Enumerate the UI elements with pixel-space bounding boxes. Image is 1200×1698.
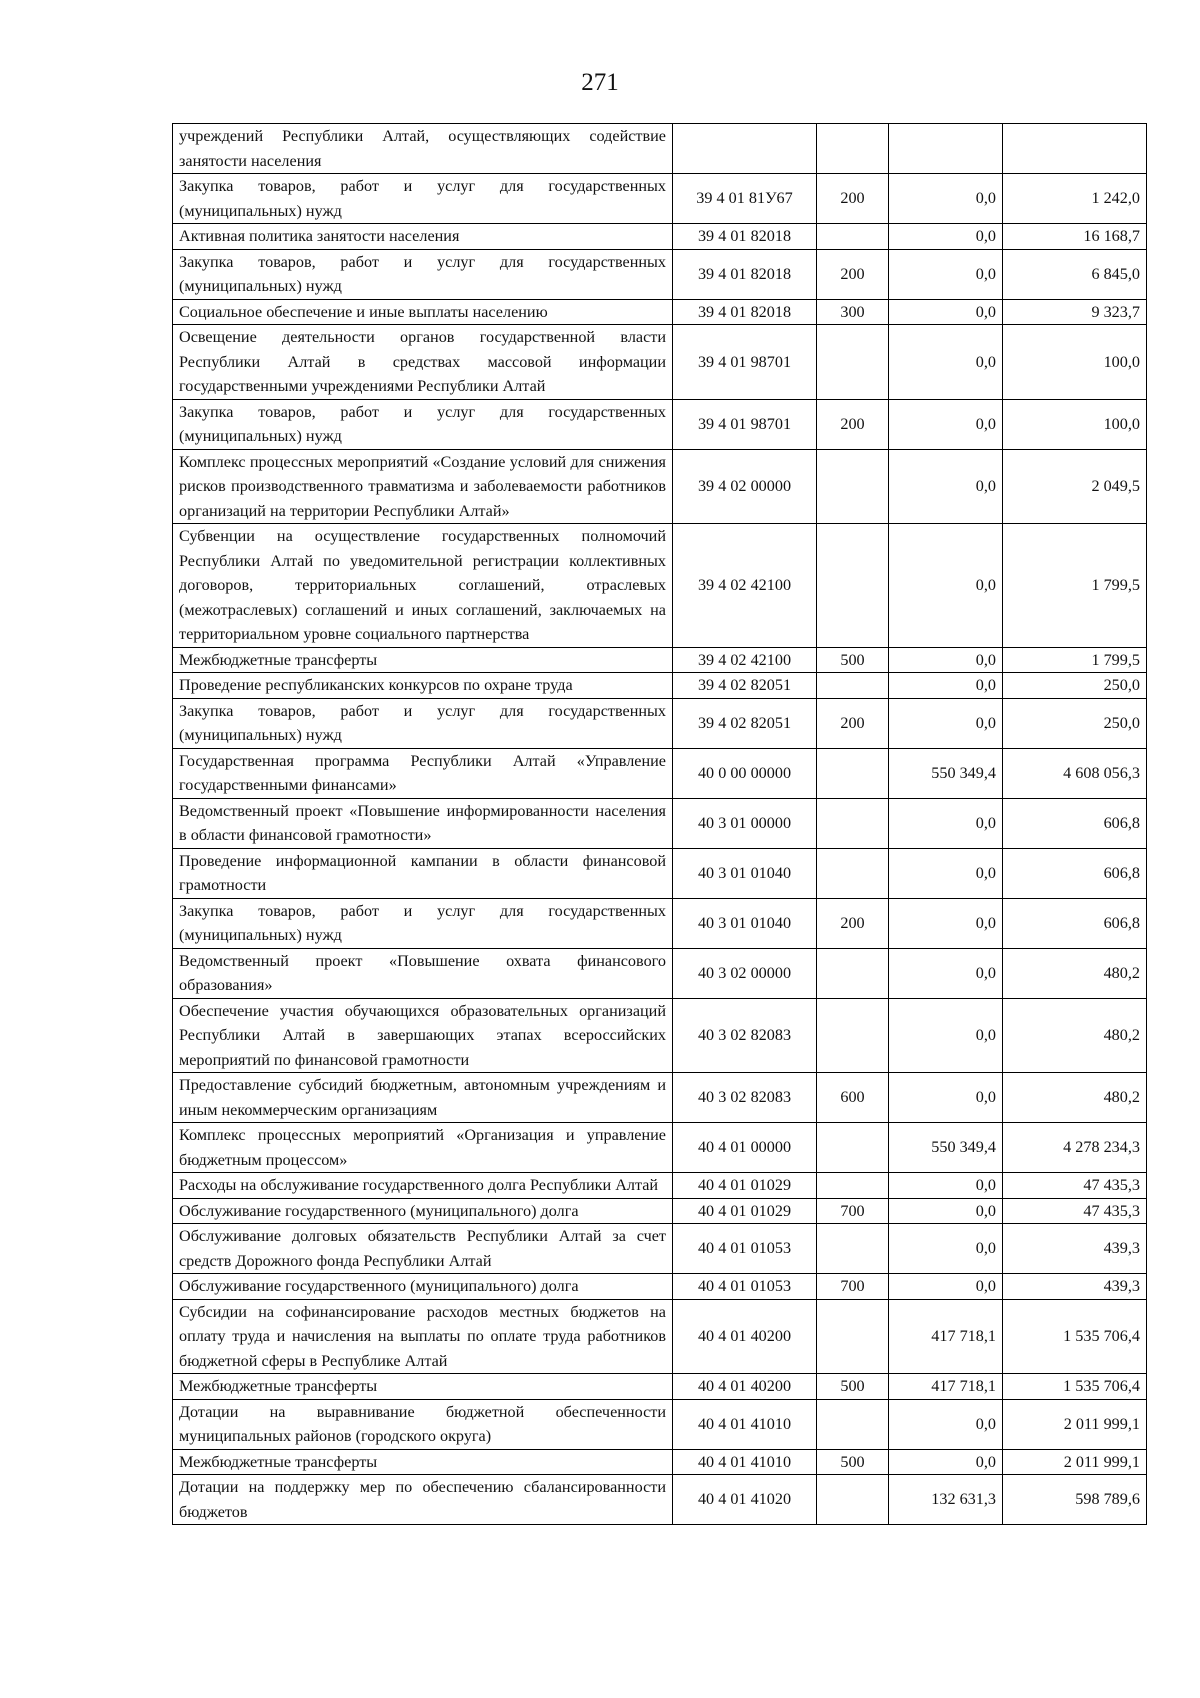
target-code-cell: 40 3 01 01040 (673, 848, 817, 898)
expense-name-cell: Закупка товаров, работ и услуг для государственных (муниципальных) нужд (173, 698, 673, 748)
table-row (173, 399, 1147, 449)
amount-first-cell: 0,0 (889, 898, 1003, 948)
expense-name-cell: Предоставление субсидий бюджетным, автономным учреждениям и иным некоммерческим организациям (173, 1073, 673, 1123)
table-row (173, 647, 1147, 673)
amount-first-cell: 0,0 (889, 798, 1003, 848)
table-row (173, 1173, 1147, 1199)
table-row (173, 998, 1147, 1073)
amount-first-cell (889, 124, 1003, 174)
amount-second-cell: 250,0 (1003, 698, 1147, 748)
amount-first-cell: 0,0 (889, 998, 1003, 1073)
amount-second-cell: 606,8 (1003, 798, 1147, 848)
amount-first-cell: 0,0 (889, 1173, 1003, 1199)
table-row (173, 673, 1147, 699)
table-row (173, 848, 1147, 898)
amount-first-cell: 0,0 (889, 399, 1003, 449)
amount-second-cell: 1 799,5 (1003, 524, 1147, 648)
target-code-cell: 40 4 01 01029 (673, 1173, 817, 1199)
amount-first-cell: 0,0 (889, 249, 1003, 299)
target-code-cell: 39 4 02 00000 (673, 449, 817, 524)
target-code-cell: 40 4 01 01053 (673, 1224, 817, 1274)
amount-second-cell: 2 011 999,1 (1003, 1399, 1147, 1449)
amount-second-cell: 47 435,3 (1003, 1198, 1147, 1224)
expense-type-cell (817, 1123, 889, 1173)
target-code-cell: 39 4 01 82018 (673, 224, 817, 250)
amount-first-cell: 132 631,3 (889, 1475, 1003, 1525)
expense-type-cell (817, 998, 889, 1073)
table-row (173, 524, 1147, 648)
amount-second-cell: 6 845,0 (1003, 249, 1147, 299)
expense-name-cell: Дотации на поддержку мер по обеспечению сбалансированности бюджетов (173, 1475, 673, 1525)
amount-second-cell: 606,8 (1003, 848, 1147, 898)
expense-type-cell: 200 (817, 174, 889, 224)
amount-first-cell: 0,0 (889, 698, 1003, 748)
expense-type-cell (817, 948, 889, 998)
target-code-cell: 40 3 02 82083 (673, 998, 817, 1073)
target-code-cell: 40 4 01 00000 (673, 1123, 817, 1173)
target-code-cell: 40 4 01 41020 (673, 1475, 817, 1525)
amount-second-cell: 606,8 (1003, 898, 1147, 948)
table-row (173, 748, 1147, 798)
amount-first-cell: 0,0 (889, 1198, 1003, 1224)
target-code-cell: 39 4 02 82051 (673, 698, 817, 748)
expense-name-cell: Дотации на выравнивание бюджетной обеспеченности муниципальных районов (городского округа) (173, 1399, 673, 1449)
amount-second-cell: 47 435,3 (1003, 1173, 1147, 1199)
target-code-cell: 40 4 01 41010 (673, 1449, 817, 1475)
target-code-cell: 40 3 02 00000 (673, 948, 817, 998)
budget-table-body (173, 124, 1147, 1525)
expense-name-cell: Обслуживание государственного (муниципального) долга (173, 1274, 673, 1300)
expense-type-cell (817, 1399, 889, 1449)
amount-second-cell: 4 278 234,3 (1003, 1123, 1147, 1173)
page-number: 271 (581, 69, 619, 96)
table-row (173, 1374, 1147, 1400)
expense-name-cell: Комплекс процессных мероприятий «Организация и управление бюджетным процессом» (173, 1123, 673, 1173)
target-code-cell: 39 4 01 82018 (673, 299, 817, 325)
expense-type-cell (817, 673, 889, 699)
expense-type-cell (817, 748, 889, 798)
target-code-cell (673, 124, 817, 174)
amount-second-cell: 100,0 (1003, 325, 1147, 400)
target-code-cell: 39 4 02 82051 (673, 673, 817, 699)
amount-first-cell: 0,0 (889, 1399, 1003, 1449)
amount-second-cell: 2 049,5 (1003, 449, 1147, 524)
amount-first-cell: 0,0 (889, 848, 1003, 898)
expense-type-cell (817, 1299, 889, 1374)
amount-second-cell: 2 011 999,1 (1003, 1449, 1147, 1475)
amount-second-cell (1003, 124, 1147, 174)
table-row (173, 1299, 1147, 1374)
target-code-cell: 39 4 01 82018 (673, 249, 817, 299)
expense-name-cell: Расходы на обслуживание государственного долга Республики Алтай (173, 1173, 673, 1199)
expense-type-cell: 200 (817, 249, 889, 299)
table-row (173, 698, 1147, 748)
expense-name-cell: Обеспечение участия обучающихся образовательных организаций Республики Алтай в завершающих этапах всероссийских мероприятий по финансовой грамотности (173, 998, 673, 1073)
amount-second-cell: 480,2 (1003, 948, 1147, 998)
expense-type-cell (817, 1475, 889, 1525)
expense-type-cell: 500 (817, 1374, 889, 1400)
expense-type-cell (817, 798, 889, 848)
expense-name-cell: Закупка товаров, работ и услуг для государственных (муниципальных) нужд (173, 399, 673, 449)
target-code-cell: 39 4 02 42100 (673, 524, 817, 648)
expense-name-cell: Межбюджетные трансферты (173, 647, 673, 673)
expense-name-cell: Обслуживание государственного (муниципального) долга (173, 1198, 673, 1224)
expense-type-cell: 600 (817, 1073, 889, 1123)
target-code-cell: 40 4 01 41010 (673, 1399, 817, 1449)
amount-first-cell: 0,0 (889, 1449, 1003, 1475)
expense-name-cell: Обслуживание долговых обязательств Республики Алтай за счет средств Дорожного фонда Республики Алтай (173, 1224, 673, 1274)
expense-name-cell: Социальное обеспечение и иные выплаты населению (173, 299, 673, 325)
table-row (173, 1073, 1147, 1123)
expense-type-cell: 500 (817, 1449, 889, 1475)
expense-name-cell: Субвенции на осуществление государственных полномочий Республики Алтай по уведомительной регистрации коллективных договоров, территориальных соглашений, отраслевых (межотраслевых) соглашений и иных соглашений, заключаемых на территориальном уровне социального партнерства (173, 524, 673, 648)
amount-second-cell: 598 789,6 (1003, 1475, 1147, 1525)
expense-name-cell: учреждений Республики Алтай, осуществляющих содействие занятости населения (173, 124, 673, 174)
table-row (173, 1198, 1147, 1224)
amount-second-cell: 250,0 (1003, 673, 1147, 699)
target-code-cell: 40 4 01 01029 (673, 1198, 817, 1224)
amount-second-cell: 480,2 (1003, 1073, 1147, 1123)
table-row (173, 174, 1147, 224)
table-row (173, 249, 1147, 299)
amount-first-cell: 0,0 (889, 647, 1003, 673)
expense-type-cell (817, 224, 889, 250)
expense-name-cell: Освещение деятельности органов государственной власти Республики Алтай в средствах массовой информации государственными учреждениями Республики Алтай (173, 325, 673, 400)
budget-table (172, 123, 1147, 1525)
target-code-cell: 40 3 01 01040 (673, 898, 817, 948)
amount-first-cell: 0,0 (889, 224, 1003, 250)
expense-name-cell: Закупка товаров, работ и услуг для государственных (муниципальных) нужд (173, 174, 673, 224)
amount-second-cell: 439,3 (1003, 1274, 1147, 1300)
expense-type-cell: 200 (817, 399, 889, 449)
table-row (173, 299, 1147, 325)
target-code-cell: 39 4 01 98701 (673, 325, 817, 400)
expense-type-cell (817, 449, 889, 524)
amount-first-cell: 0,0 (889, 1224, 1003, 1274)
expense-name-cell: Государственная программа Республики Алтай «Управление государственными финансами» (173, 748, 673, 798)
amount-first-cell: 0,0 (889, 299, 1003, 325)
expense-name-cell: Проведение информационной кампании в области финансовой грамотности (173, 848, 673, 898)
table-row (173, 124, 1147, 174)
table-row (173, 1475, 1147, 1525)
table-row (173, 325, 1147, 400)
amount-first-cell: 550 349,4 (889, 1123, 1003, 1173)
amount-second-cell: 480,2 (1003, 998, 1147, 1073)
expense-type-cell: 700 (817, 1274, 889, 1300)
table-row (173, 898, 1147, 948)
amount-second-cell: 439,3 (1003, 1224, 1147, 1274)
table-row (173, 449, 1147, 524)
amount-first-cell: 550 349,4 (889, 748, 1003, 798)
table-row (173, 798, 1147, 848)
amount-first-cell: 0,0 (889, 325, 1003, 400)
amount-first-cell: 0,0 (889, 673, 1003, 699)
expense-name-cell: Субсидии на софинансирование расходов местных бюджетов на оплату труда и начисления на выплаты по оплате труда работников бюджетной сферы в Республике Алтай (173, 1299, 673, 1374)
amount-second-cell: 1 535 706,4 (1003, 1374, 1147, 1400)
expense-type-cell (817, 524, 889, 648)
table-row (173, 1399, 1147, 1449)
table-row (173, 1224, 1147, 1274)
amount-second-cell: 16 168,7 (1003, 224, 1147, 250)
expense-name-cell: Закупка товаров, работ и услуг для государственных (муниципальных) нужд (173, 249, 673, 299)
expense-type-cell: 200 (817, 698, 889, 748)
amount-second-cell: 100,0 (1003, 399, 1147, 449)
amount-first-cell: 417 718,1 (889, 1299, 1003, 1374)
amount-second-cell: 1 535 706,4 (1003, 1299, 1147, 1374)
expense-type-cell (817, 1224, 889, 1274)
expense-name-cell: Ведомственный проект «Повышение охвата финансового образования» (173, 948, 673, 998)
table-row (173, 1274, 1147, 1300)
target-code-cell: 39 4 01 81У67 (673, 174, 817, 224)
table-row (173, 1449, 1147, 1475)
target-code-cell: 40 4 01 01053 (673, 1274, 817, 1300)
amount-first-cell: 0,0 (889, 449, 1003, 524)
expense-name-cell: Межбюджетные трансферты (173, 1374, 673, 1400)
amount-second-cell: 9 323,7 (1003, 299, 1147, 325)
expense-name-cell: Закупка товаров, работ и услуг для государственных (муниципальных) нужд (173, 898, 673, 948)
table-row (173, 1123, 1147, 1173)
expense-type-cell (817, 325, 889, 400)
target-code-cell: 40 4 01 40200 (673, 1374, 817, 1400)
expense-name-cell: Межбюджетные трансферты (173, 1449, 673, 1475)
expense-name-cell: Комплекс процессных мероприятий «Создание условий для снижения рисков производственного травматизма и заболеваемости работников организаций на территории Республики Алтай» (173, 449, 673, 524)
amount-first-cell: 0,0 (889, 948, 1003, 998)
amount-first-cell: 0,0 (889, 174, 1003, 224)
expense-type-cell (817, 1173, 889, 1199)
table-row (173, 948, 1147, 998)
expense-name-cell: Активная политика занятости населения (173, 224, 673, 250)
amount-first-cell: 0,0 (889, 1073, 1003, 1123)
expense-type-cell (817, 848, 889, 898)
amount-second-cell: 1 242,0 (1003, 174, 1147, 224)
amount-first-cell: 417 718,1 (889, 1374, 1003, 1400)
expense-type-cell: 500 (817, 647, 889, 673)
expense-type-cell: 200 (817, 898, 889, 948)
amount-second-cell: 4 608 056,3 (1003, 748, 1147, 798)
target-code-cell: 40 3 02 82083 (673, 1073, 817, 1123)
target-code-cell: 40 0 00 00000 (673, 748, 817, 798)
target-code-cell: 39 4 02 42100 (673, 647, 817, 673)
amount-second-cell: 1 799,5 (1003, 647, 1147, 673)
table-row (173, 224, 1147, 250)
target-code-cell: 39 4 01 98701 (673, 399, 817, 449)
expense-name-cell: Проведение республиканских конкурсов по охране труда (173, 673, 673, 699)
target-code-cell: 40 4 01 40200 (673, 1299, 817, 1374)
amount-first-cell: 0,0 (889, 524, 1003, 648)
expense-name-cell: Ведомственный проект «Повышение информированности населения в области финансовой грамотности» (173, 798, 673, 848)
amount-first-cell: 0,0 (889, 1274, 1003, 1300)
expense-type-cell: 700 (817, 1198, 889, 1224)
expense-type-cell (817, 124, 889, 174)
target-code-cell: 40 3 01 00000 (673, 798, 817, 848)
expense-type-cell: 300 (817, 299, 889, 325)
